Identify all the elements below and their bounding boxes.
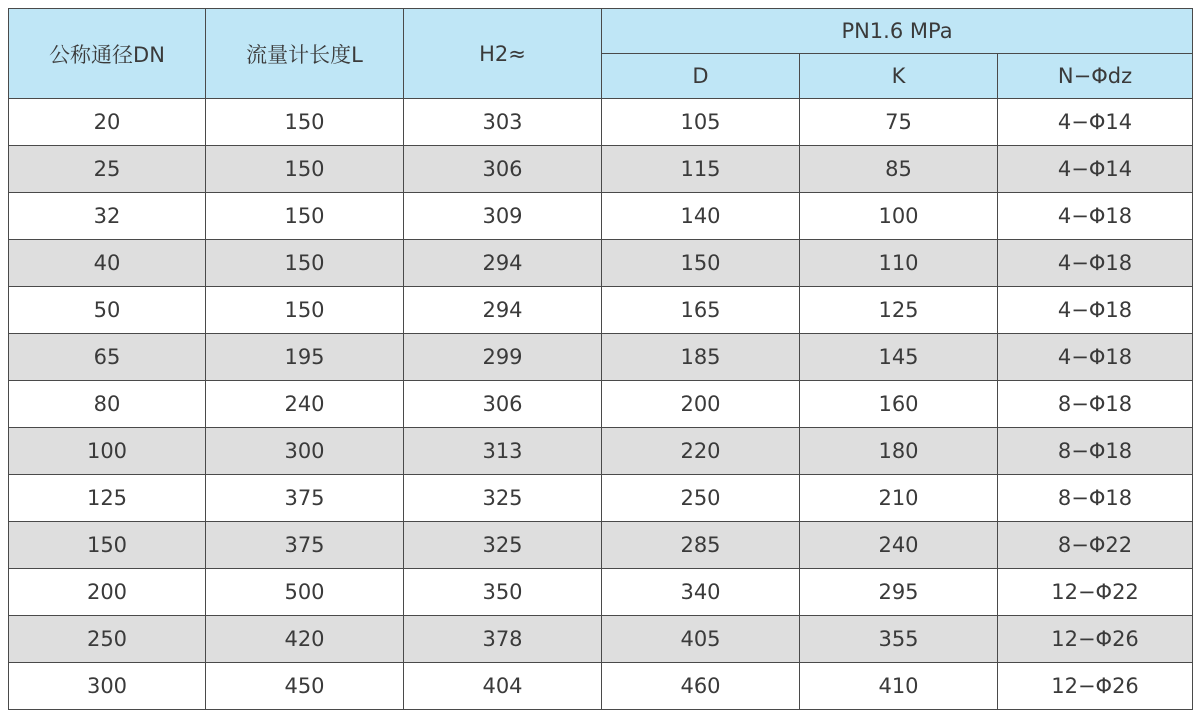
cell-k: 145 xyxy=(800,334,998,381)
cell-h2: 325 xyxy=(404,475,602,522)
cell-n-phi: 4−Φ18 xyxy=(998,334,1193,381)
cell-n-phi: 12−Φ22 xyxy=(998,569,1193,616)
cell-length: 195 xyxy=(206,334,404,381)
cell-d: 185 xyxy=(602,334,800,381)
cell-length: 150 xyxy=(206,99,404,146)
cell-h2: 306 xyxy=(404,381,602,428)
cell-d: 285 xyxy=(602,522,800,569)
cell-length: 300 xyxy=(206,428,404,475)
cell-k: 160 xyxy=(800,381,998,428)
cell-n-phi: 8−Φ18 xyxy=(998,428,1193,475)
cell-h2: 294 xyxy=(404,240,602,287)
cell-k: 85 xyxy=(800,146,998,193)
cell-k: 75 xyxy=(800,99,998,146)
table-row xyxy=(9,146,1193,193)
header-h2: H2≈ xyxy=(404,9,602,99)
cell-h2: 325 xyxy=(404,522,602,569)
cell-dn: 80 xyxy=(9,381,206,428)
cell-length: 240 xyxy=(206,381,404,428)
cell-h2: 350 xyxy=(404,569,602,616)
header-n-phi: N−Φdz xyxy=(998,54,1193,99)
cell-n-phi: 4−Φ14 xyxy=(998,146,1193,193)
spec-table xyxy=(8,8,1193,710)
cell-h2: 309 xyxy=(404,193,602,240)
table-row xyxy=(9,475,1193,522)
cell-dn: 250 xyxy=(9,616,206,663)
table-row xyxy=(9,663,1193,710)
table-row xyxy=(9,99,1193,146)
cell-length: 375 xyxy=(206,522,404,569)
cell-dn: 125 xyxy=(9,475,206,522)
cell-length: 150 xyxy=(206,193,404,240)
header-pressure-group: PN1.6 MPa xyxy=(602,9,1193,54)
cell-n-phi: 8−Φ18 xyxy=(998,381,1193,428)
cell-d: 150 xyxy=(602,240,800,287)
cell-length: 150 xyxy=(206,287,404,334)
cell-d: 220 xyxy=(602,428,800,475)
cell-length: 500 xyxy=(206,569,404,616)
table-row xyxy=(9,522,1193,569)
cell-dn: 300 xyxy=(9,663,206,710)
cell-length: 150 xyxy=(206,240,404,287)
cell-dn: 50 xyxy=(9,287,206,334)
cell-n-phi: 8−Φ18 xyxy=(998,475,1193,522)
cell-k: 125 xyxy=(800,287,998,334)
cell-d: 200 xyxy=(602,381,800,428)
cell-dn: 20 xyxy=(9,99,206,146)
table-row xyxy=(9,569,1193,616)
header-length: 流量计长度L xyxy=(206,9,404,99)
table-row xyxy=(9,381,1193,428)
cell-h2: 378 xyxy=(404,616,602,663)
cell-h2: 306 xyxy=(404,146,602,193)
cell-k: 100 xyxy=(800,193,998,240)
cell-h2: 299 xyxy=(404,334,602,381)
header-d: D xyxy=(602,54,800,99)
cell-dn: 25 xyxy=(9,146,206,193)
cell-d: 340 xyxy=(602,569,800,616)
table-row xyxy=(9,428,1193,475)
cell-k: 355 xyxy=(800,616,998,663)
cell-length: 450 xyxy=(206,663,404,710)
cell-dn: 100 xyxy=(9,428,206,475)
cell-k: 210 xyxy=(800,475,998,522)
cell-d: 105 xyxy=(602,99,800,146)
table-body xyxy=(9,99,1193,710)
cell-d: 460 xyxy=(602,663,800,710)
cell-length: 375 xyxy=(206,475,404,522)
cell-h2: 303 xyxy=(404,99,602,146)
cell-dn: 200 xyxy=(9,569,206,616)
header-row-top xyxy=(9,9,1193,54)
cell-k: 110 xyxy=(800,240,998,287)
cell-dn: 65 xyxy=(9,334,206,381)
cell-k: 295 xyxy=(800,569,998,616)
cell-d: 405 xyxy=(602,616,800,663)
cell-h2: 294 xyxy=(404,287,602,334)
cell-h2: 404 xyxy=(404,663,602,710)
cell-d: 115 xyxy=(602,146,800,193)
cell-n-phi: 4−Φ14 xyxy=(998,99,1193,146)
cell-h2: 313 xyxy=(404,428,602,475)
cell-n-phi: 4−Φ18 xyxy=(998,240,1193,287)
table-row xyxy=(9,334,1193,381)
table-row xyxy=(9,287,1193,334)
cell-n-phi: 12−Φ26 xyxy=(998,616,1193,663)
table-header xyxy=(9,9,1193,99)
cell-dn: 150 xyxy=(9,522,206,569)
cell-n-phi: 4−Φ18 xyxy=(998,287,1193,334)
cell-length: 420 xyxy=(206,616,404,663)
cell-dn: 32 xyxy=(9,193,206,240)
cell-dn: 40 xyxy=(9,240,206,287)
cell-n-phi: 8−Φ22 xyxy=(998,522,1193,569)
cell-k: 240 xyxy=(800,522,998,569)
table-row xyxy=(9,616,1193,663)
cell-n-phi: 12−Φ26 xyxy=(998,663,1193,710)
cell-n-phi: 4−Φ18 xyxy=(998,193,1193,240)
cell-d: 165 xyxy=(602,287,800,334)
table-row xyxy=(9,193,1193,240)
cell-length: 150 xyxy=(206,146,404,193)
header-k: K xyxy=(800,54,998,99)
header-dn: 公称通径DN xyxy=(9,9,206,99)
cell-k: 180 xyxy=(800,428,998,475)
cell-d: 250 xyxy=(602,475,800,522)
cell-k: 410 xyxy=(800,663,998,710)
cell-d: 140 xyxy=(602,193,800,240)
table-row xyxy=(9,240,1193,287)
